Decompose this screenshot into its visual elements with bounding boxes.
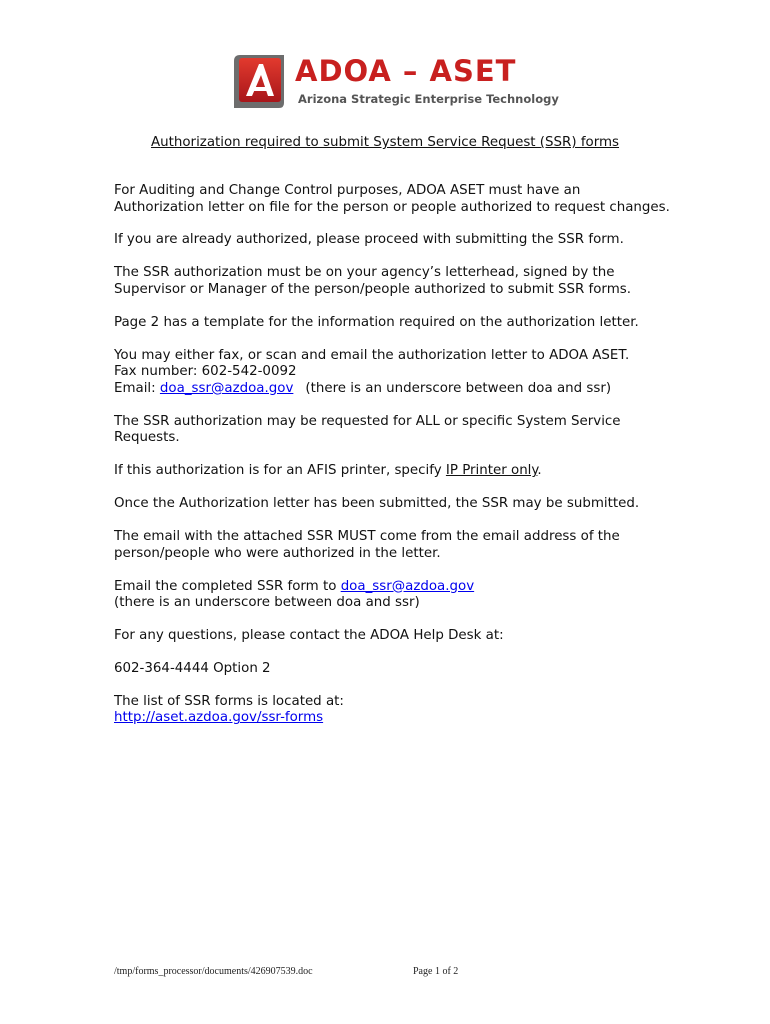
- paragraph: Page 2 has a template for the information required on the authorization letter.: [114, 314, 639, 330]
- paragraph-forms-list: [114, 694, 674, 727]
- logo-wordmark: ADOA – ASET: [295, 54, 517, 88]
- email-label: Email:: [114, 380, 160, 396]
- paragraph: For any questions, please contact the ADOA Help Desk at:: [114, 628, 504, 644]
- afis-prefix: If this authorization is for an AFIS printer, specify: [114, 463, 446, 479]
- document-body: [114, 183, 674, 727]
- email-note: (there is an underscore between doa and ssr): [305, 380, 612, 396]
- paragraph: If you are already authorized, please proceed with submitting the SSR form.: [114, 232, 624, 248]
- paragraph-email-form: [114, 579, 674, 612]
- paragraph-afis: [114, 463, 674, 480]
- email-form-line: [114, 579, 674, 596]
- email-link[interactable]: doa_ssr@azdoa.gov: [340, 578, 475, 594]
- paragraph: For Auditing and Change Control purposes, ADOA ASET must have an Authorization letter on file for the person or people authorized to request changes.: [114, 183, 670, 215]
- email-form-note: (there is an underscore between doa and ssr): [114, 595, 420, 611]
- paragraph: The email with the attached SSR MUST come from the email address of the person/people who were authorized in the letter.: [114, 529, 620, 561]
- email-line: [114, 381, 674, 398]
- logo: [232, 53, 559, 111]
- page-title: Authorization required to submit System Service Request (SSR) forms: [150, 135, 620, 150]
- footer-path: /tmp/forms_processor/documents/426907539.doc: [114, 966, 313, 977]
- paragraph: The SSR authorization may be requested for ALL or specific System Service Requests.: [114, 413, 621, 446]
- ip-printer-only: IP Printer only: [445, 463, 538, 479]
- forms-list-label: The list of SSR forms is located at:: [114, 693, 344, 709]
- help-desk-phone: 602-364-4444 Option 2: [114, 660, 271, 676]
- paragraph: Once the Authorization letter has been submitted, the SSR may be submitted.: [114, 496, 640, 512]
- forms-link[interactable]: http://aset.azdoa.gov/ssr-forms: [114, 710, 324, 726]
- afis-suffix: .: [537, 463, 542, 479]
- paragraph: The SSR authorization must be on your agency’s letterhead, signed by the Supervisor or Manager of the person/people authorized to submit SSR forms.: [114, 265, 631, 297]
- email-form-prefix: Email the completed SSR form to: [114, 578, 341, 594]
- logo-tagline: Arizona Strategic Enterprise Technology: [298, 92, 559, 106]
- email-link[interactable]: doa_ssr@azdoa.gov: [159, 380, 294, 396]
- logo-mark-icon: [232, 53, 286, 109]
- fax-email-intro: You may either fax, or scan and email the authorization letter to ADOA ASET.: [114, 347, 630, 363]
- fax-number: Fax number: 602-542-0092: [114, 364, 297, 380]
- paragraph-fax-email: [114, 348, 674, 398]
- footer-page-number: Page 1 of 2: [413, 966, 459, 977]
